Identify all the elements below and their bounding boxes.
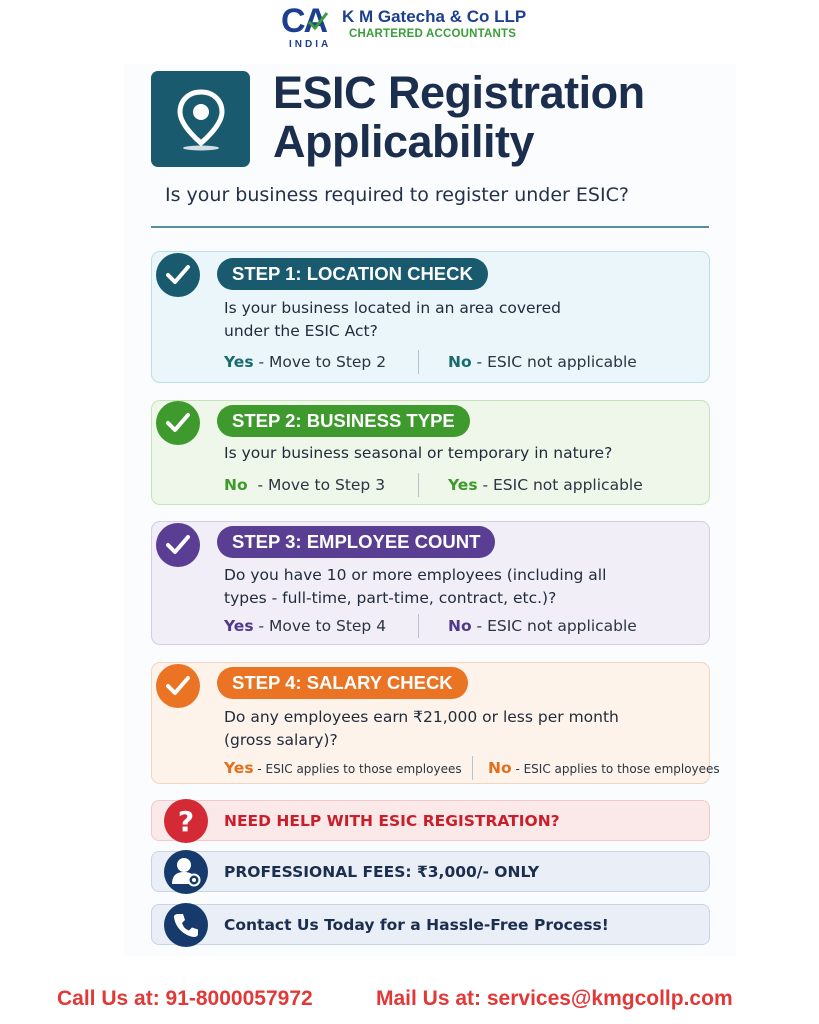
step-4-question-line-2: (gross salary)? — [224, 731, 338, 749]
step-3-question — [224, 564, 704, 610]
ca-logo — [281, 2, 337, 50]
title-line-2: Applicability — [273, 116, 535, 167]
step-3-question-line-1: Do you have 10 or more employees (including all — [224, 566, 607, 584]
logo-tick-icon — [307, 10, 329, 32]
step-4-question-line-1: Do any employees earn ₹21,000 or less per month — [224, 708, 619, 726]
check-icon — [156, 401, 200, 445]
svg-text:?: ? — [177, 805, 195, 838]
answer-key: No — [448, 353, 472, 371]
firm-header — [0, 4, 819, 52]
step-1-answer-b — [448, 353, 637, 371]
step-2-answer-a — [224, 476, 385, 494]
step-1-question-line-2: under the ESIC Act? — [224, 322, 378, 340]
step-1-question-line-1: Is your business located in an area covered — [224, 299, 561, 317]
help-text: NEED HELP WITH ESIC REGISTRATION? — [224, 812, 560, 830]
answer-key: Yes — [224, 617, 254, 635]
contact-banner[interactable] — [151, 904, 710, 945]
answer-text: - Move to Step 3 — [247, 476, 386, 494]
step-2-answer-b — [448, 476, 643, 494]
user-badge-icon — [164, 850, 208, 894]
step-3-question-line-2: types - full-time, part-time, contract, etc.)? — [224, 589, 557, 607]
answer-separator — [418, 614, 419, 638]
firm-name: K M Gatecha & Co LLP — [342, 7, 527, 26]
check-icon — [156, 664, 200, 708]
phone-icon — [164, 903, 208, 947]
answer-key: No — [488, 759, 512, 777]
fees-text: PROFESSIONAL FEES: ₹3,000/- ONLY — [224, 863, 540, 881]
firm-subtitle: CHARTERED ACCOUNTANTS — [349, 28, 517, 40]
step-4-label: STEP 4: SALARY CHECK — [217, 667, 468, 699]
fees-banner — [151, 851, 710, 892]
step-1-card — [151, 251, 710, 383]
check-icon — [156, 523, 200, 567]
answer-text: - Move to Step 2 — [253, 353, 387, 371]
title-line-1: ESIC Registration — [273, 67, 645, 118]
step-2-label: STEP 2: BUSINESS TYPE — [217, 405, 470, 437]
answer-text: - ESIC not applicable — [471, 353, 637, 371]
answer-key: No — [224, 476, 248, 494]
question-icon — [164, 799, 208, 843]
step-2-card — [151, 400, 710, 505]
main-question: Is your business required to register under ESIC? — [165, 184, 629, 206]
step-3-card — [151, 521, 710, 645]
step-4-card — [151, 662, 720, 784]
answer-text: - ESIC applies to those employees — [511, 762, 720, 776]
step-1-answer-a — [224, 353, 386, 371]
logo-country: INDIA — [289, 39, 332, 50]
step-2-question: Is your business seasonal or temporary in nature? — [224, 444, 613, 462]
call-us[interactable]: Call Us at: 91-8000057972 — [57, 987, 313, 1010]
answer-key: Yes — [224, 759, 254, 777]
location-pin-icon — [151, 71, 250, 167]
answer-separator — [472, 756, 473, 780]
answer-separator — [418, 350, 419, 374]
step-1-question — [224, 297, 704, 343]
answer-separator — [418, 473, 419, 497]
answer-key: Yes — [448, 476, 478, 494]
step-3-answer-a — [224, 617, 386, 635]
step-4-answer-b — [488, 759, 720, 777]
answer-text: - ESIC not applicable — [471, 617, 637, 635]
check-icon — [156, 253, 200, 297]
step-4-question — [224, 706, 704, 752]
page-title — [273, 68, 645, 166]
answer-text: - ESIC applies to those employees — [253, 762, 462, 776]
step-3-label: STEP 3: EMPLOYEE COUNT — [217, 526, 495, 558]
answer-text: - Move to Step 4 — [253, 617, 387, 635]
divider — [151, 226, 709, 228]
answer-key: Yes — [224, 353, 254, 371]
help-banner[interactable] — [151, 800, 710, 841]
step-4-answer-a — [224, 759, 462, 777]
step-1-label: STEP 1: LOCATION CHECK — [217, 258, 488, 290]
logo-text: CA — [281, 2, 327, 40]
step-3-answer-b — [448, 617, 637, 635]
contact-text: Contact Us Today for a Hassle-Free Process! — [224, 916, 609, 934]
answer-key: No — [448, 617, 472, 635]
answer-text: - ESIC not applicable — [477, 476, 643, 494]
mail-us[interactable]: Mail Us at: services@kmgcollp.com — [376, 987, 733, 1010]
